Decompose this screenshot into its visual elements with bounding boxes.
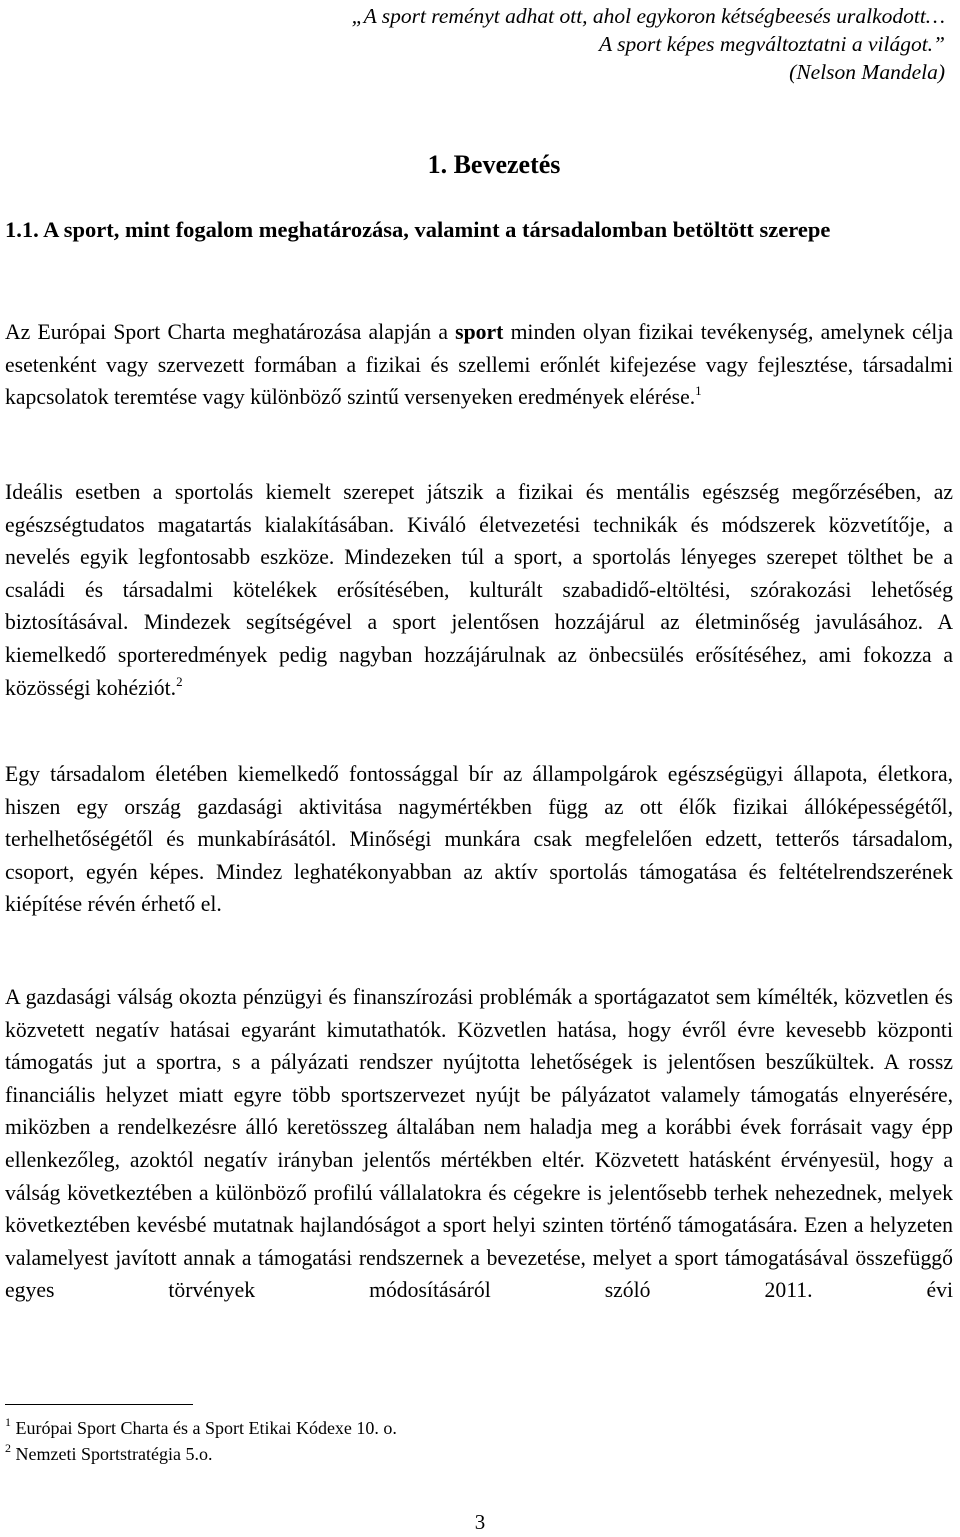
footnotes	[5, 1415, 397, 1467]
footnote-text: Európai Sport Charta és a Sport Etikai Kódexe 10. o.	[15, 1418, 397, 1438]
motto-line-2: A sport képes megváltoztatni a világot.”	[599, 32, 945, 56]
paragraph-1-text-a: Az Európai Sport Charta meghatározása alapján a	[5, 320, 456, 344]
footnote-ref-2: 2	[176, 673, 183, 689]
paragraph-1	[5, 316, 953, 414]
footnote-1	[5, 1415, 397, 1441]
footnote-number: 1	[5, 1415, 11, 1429]
motto-attribution: (Nelson Mandela)	[789, 60, 945, 84]
footnote-text: Nemzeti Sportstratégia 5.o.	[15, 1444, 213, 1464]
paragraph-1-text-b: minden olyan fizikai tevékenység, amelynek célja esetenként vagy szervezett formában a fizikai és szellemi erőnlét kifejezése vagy fejlesztése, társadalmi kapcsolatok teremtése vagy különböző szintű versenyeken eredmények elérése.	[5, 320, 953, 410]
paragraph-2	[5, 476, 953, 704]
motto-line-1: „A sport reményt adhat ott, ahol egykoron kétségbeesés uralkodott…	[351, 4, 945, 28]
footnote-ref-1: 1	[695, 383, 702, 399]
paragraph-3: Egy társadalom életében kiemelkedő fontossággal bír az állampolgárok egészségügyi állapota, életkora, hiszen egy ország gazdasági aktivitása nagymértékben függ az ott élők fizikai állóképességétől, terhelhetőségétől és munkabírásától. Minőségi munkára csak megfelelően edzett, tetterős társadalom, csoport, egyén képes. Mindez leghatékonyabban az aktív sportolás támogatása és feltételrendszerének kiépítése révén érhető el.	[5, 762, 953, 917]
section-title: 1.1. A sport, mint fogalom meghatározása, valamint a társadalomban betöltött szerepe	[5, 217, 831, 242]
sport-term: sport	[455, 320, 504, 344]
footnote-separator	[5, 1404, 193, 1405]
page-number: 3	[474, 1510, 486, 1534]
motto-quote	[352, 2, 945, 86]
footnote-2	[5, 1441, 397, 1467]
paragraph-2-text: Ideális esetben a sportolás kiemelt szerepet játszik a fizikai és mentális egészség megőrzésében, az egészségtudatos magatartás kialakításában. Kiváló életvezetési technikák és módszerek közvetítője, a nevelés egyik legfontosabb eszköze. Mindezeken túl a sport, a sportolás lényeges szerepet tölthet be a családi és társadalmi kötelékek erősítésében, kulturált szabadidő-eltöltési, szórakozási lehetőség biztosításával. Mindezek segítségével a sport jelentősen hozzájárul az életminőség javulásához. A kiemelkedő sporteredmények pedig nagyban hozzájárulnak az önbecsülés erősítéséhez, ami fokozza a közösségi kohéziót.	[5, 480, 953, 700]
paragraph-4: A gazdasági válság okozta pénzügyi és finanszírozási problémák a sportágazatot sem kímélték, közvetlen és közvetett negatív hatásai egyaránt kimutathatók. Közvetlen hatása, hogy évről évre kevesebb központi támogatás jut a sportra, s a pályázati rendszer nyújtotta lehetőségek is jelentősen beszűkültek. A rossz financiális helyzet miatt egyre több sportszervezet nyújt be pályázatot valamely támogatás elnyerésére, miközben a rendelkezésre álló keretösszeg általában nem haladja meg a korábbi évek forrásait vagy épp ellenkezőleg, azoktól negatív irányban jelentős mértékben eltér. Közvetett hatásként érvényesül, hogy a válság következtében a különböző profilú vállalatokra és cégekre is jelentősebb terhek nehezednek, melyek következtében kevésbé mutatnak hajlandóságot a sport helyi szinten történő támogatására. Ezen a helyzeten valamelyest javított annak a támogatási rendszernek a bevezetése, melyet a sport támogatásával összefüggő egyes törvények módosításáról szóló 2011. évi	[5, 985, 953, 1303]
chapter-title: 1. Bevezetés	[427, 150, 561, 179]
footnote-number: 2	[5, 1441, 11, 1455]
